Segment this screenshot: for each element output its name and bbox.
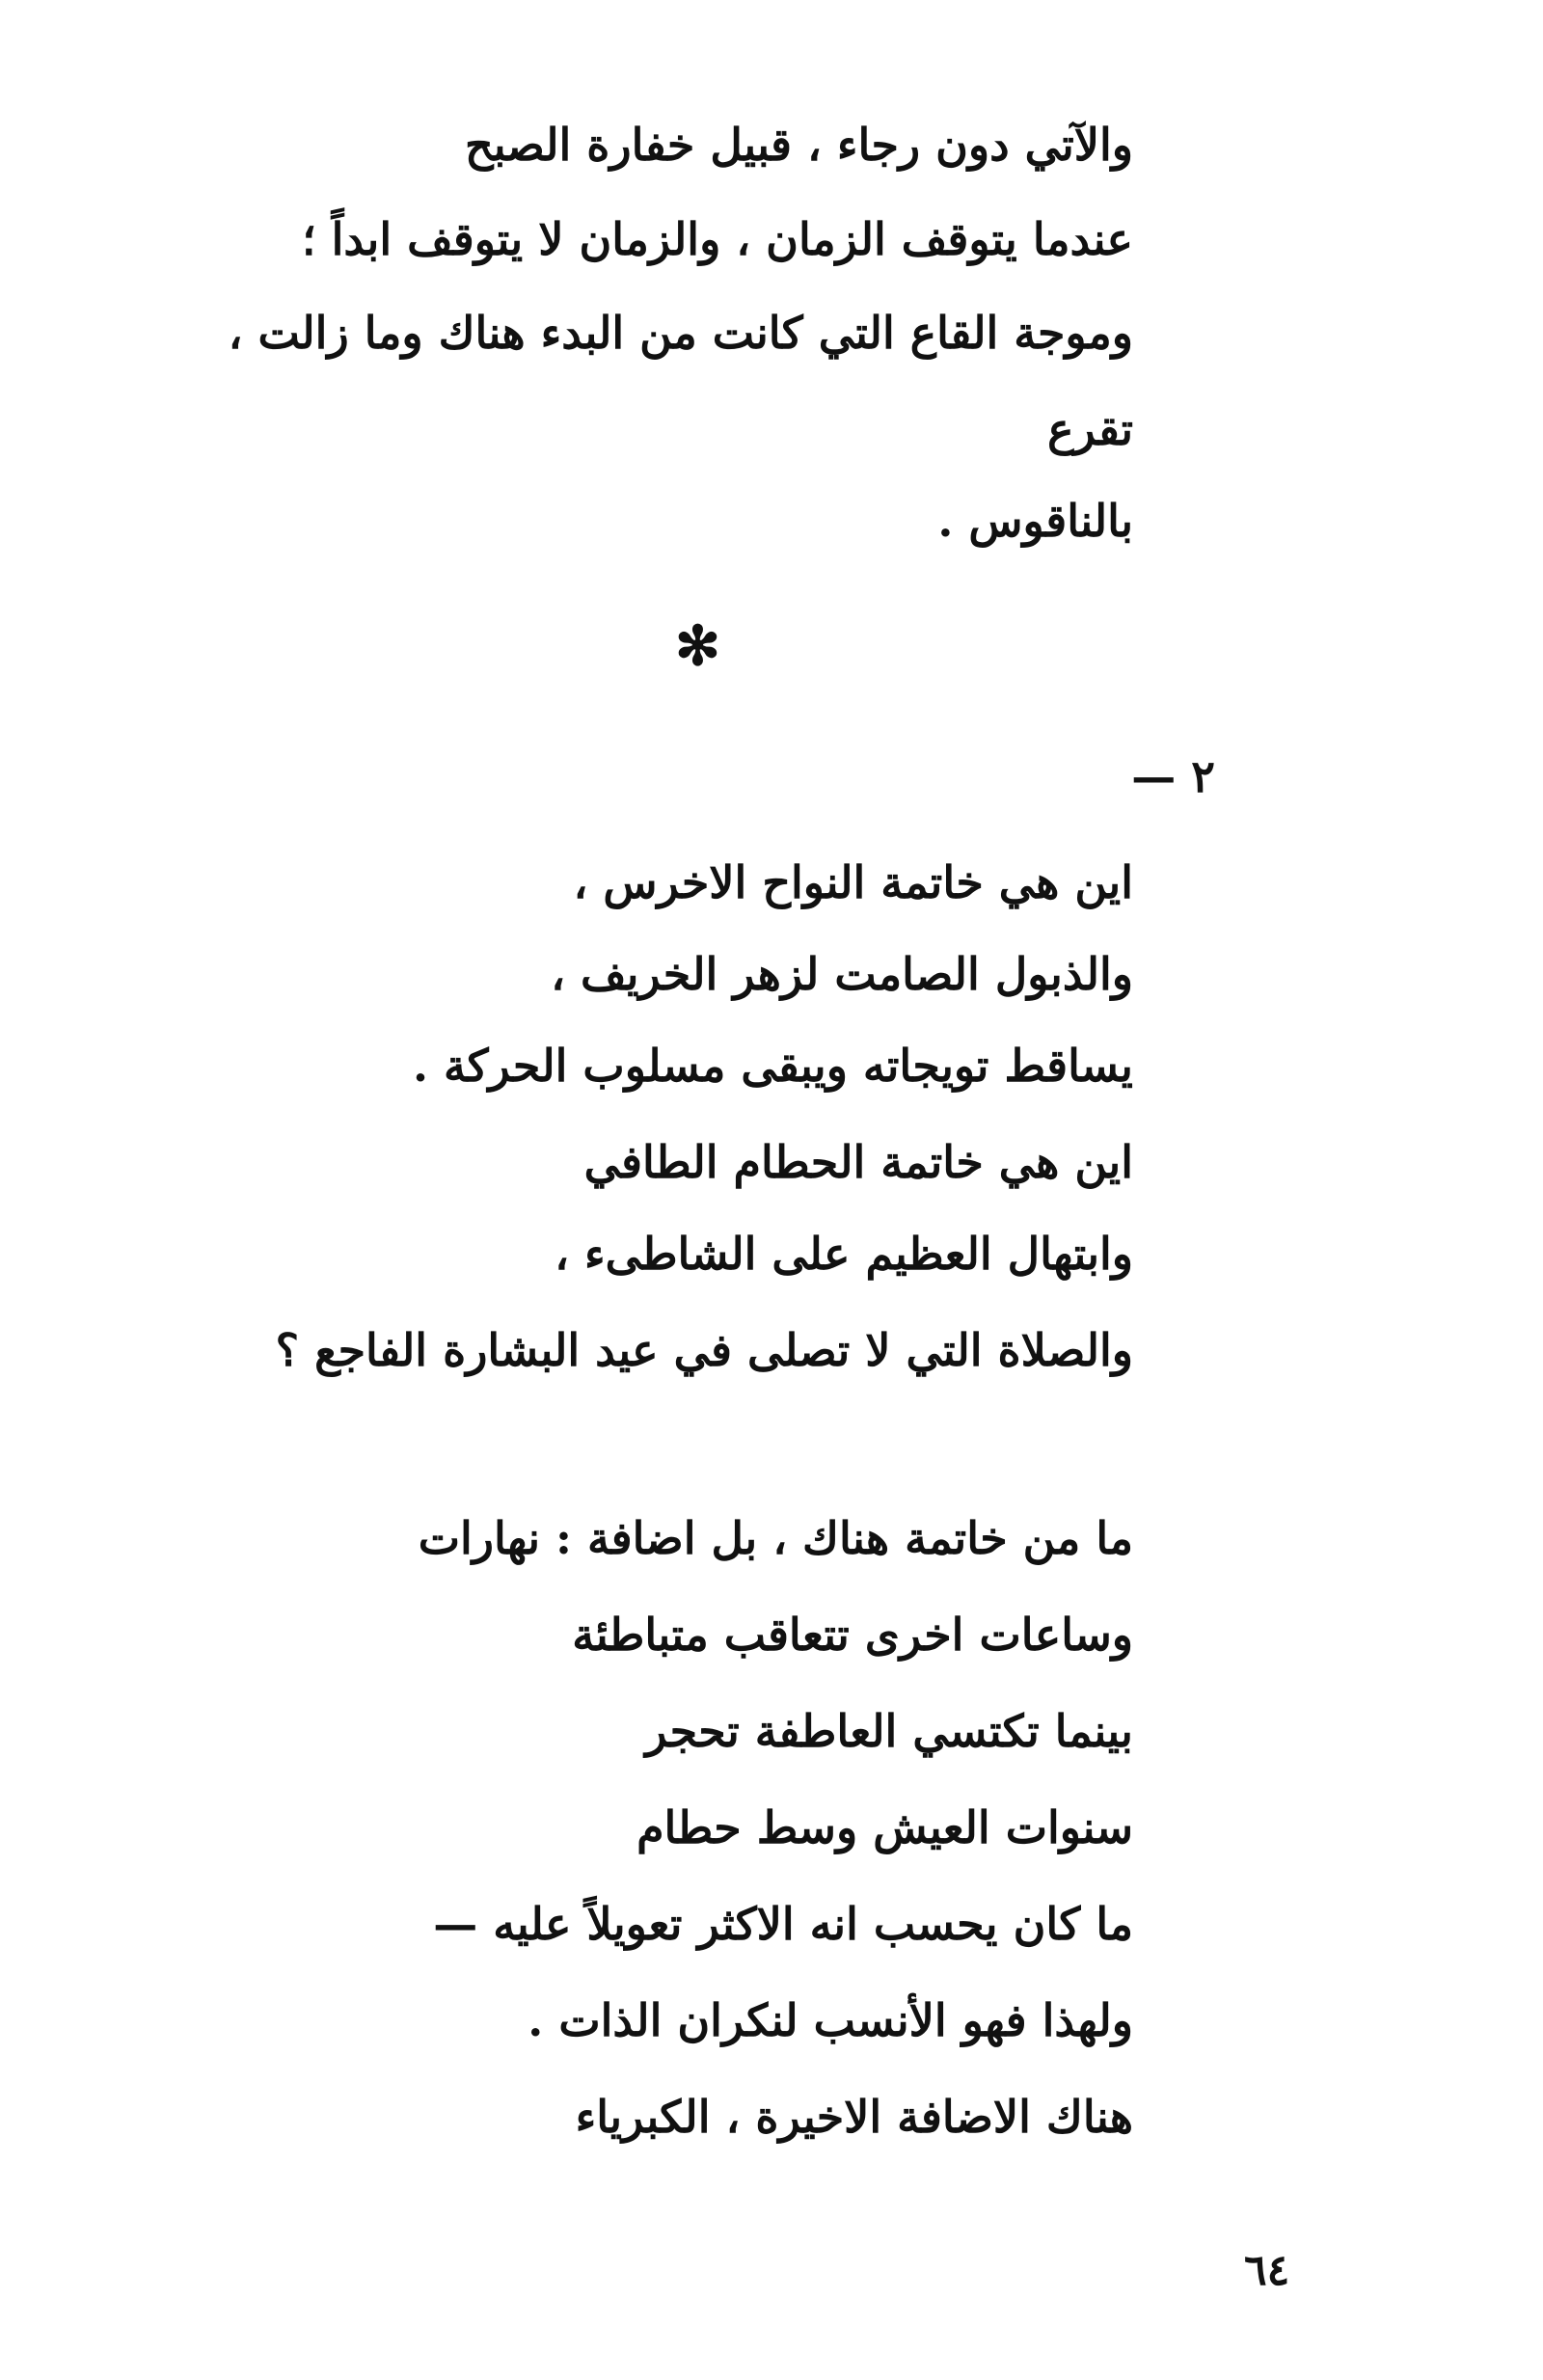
poem-line: يساقط تويجاته ويبقى مسلوب الحركة . — [412, 1040, 1133, 1092]
poem-line: بينما تكتسي العاطفة تحجر — [645, 1705, 1133, 1757]
poem-line: بالناقوس . — [937, 495, 1133, 547]
poem-line: والآتي دون رجاء ، قبيل خفارة الصبح — [465, 119, 1133, 171]
poem-line: ما من خاتمة هناك ، بل اضافة : نهارات — [418, 1512, 1133, 1564]
poem-line: ولهذا فهو الأنسب لنكران الذات . — [528, 1994, 1133, 2046]
poem-line: وموجة القاع التي كانت من البدء هناك وما زالت ، — [228, 307, 1133, 359]
poem-line: والصلاة التي لا تصلى في عيد البشارة الفاجع ؟ — [275, 1324, 1133, 1376]
poem-line: سنوات العيش وسط حطام — [636, 1801, 1133, 1853]
section-number: ٢ — — [1131, 750, 1215, 802]
poem-line: ما كان يحسب انه الاكثر تعويلاً عليه — — [433, 1898, 1133, 1950]
poem-line: وابتهال العظيم على الشاطىء ، — [555, 1228, 1133, 1280]
poem-line: اين هي خاتمة النواح الاخرس ، — [573, 856, 1133, 908]
section-divider-asterisk: ✻ — [675, 614, 720, 678]
poem-line: تقرع — [1047, 403, 1133, 455]
page-number: ٦٤ — [1244, 2246, 1290, 2295]
poem-line: والذبول الصامت لزهر الخريف ، — [551, 948, 1133, 1000]
poem-line: عندما يتوقف الزمان ، والزمان لا يتوقف ابداً ؛ — [301, 213, 1133, 265]
poem-line: هناك الاضافة الاخيرة ، الكبرياء — [575, 2091, 1133, 2143]
poem-line: اين هي خاتمة الحطام الطافي — [583, 1136, 1133, 1188]
poem-line: وساعات اخرى تتعاقب متباطئة — [572, 1609, 1133, 1661]
